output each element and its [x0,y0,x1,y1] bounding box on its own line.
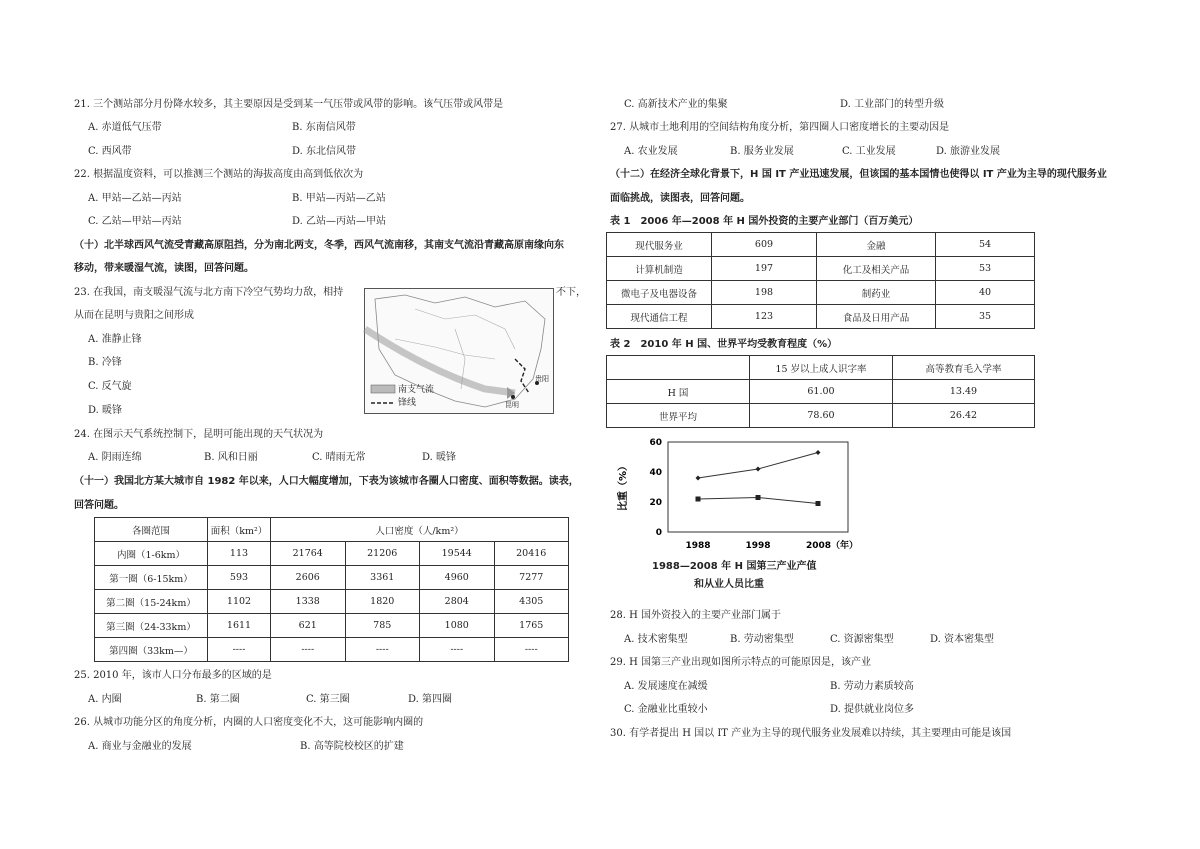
table-cell: 内圈（1-6km） [95,542,208,566]
q26-option-c: C. 高新技术产业的集聚 [624,99,728,110]
table-row [607,380,1035,404]
q23-option-d: D. 暖锋 [88,405,123,416]
table-cell: ---- [208,638,271,662]
chart-point [696,497,701,502]
section-11-line2: 回答问题。 [74,500,124,511]
q21-option-c: C. 西风带 [88,146,132,157]
table-cell: 计算机制造 [607,257,712,281]
map-legend-airflow: 南支气流 [398,385,435,395]
table-cell: 21206 [345,542,420,566]
table-cell: 26.42 [893,404,1035,428]
q21-option-d: D. 东北信风带 [292,146,357,157]
table-cell: 现代服务业 [607,233,712,257]
q22-option-c: C. 乙站—甲站—丙站 [88,216,182,227]
chart-plot-area [668,442,848,532]
table-cell: 2606 [271,566,346,590]
table-cell: 现代通信工程 [607,305,712,329]
table-cell: 19544 [420,542,495,566]
table-cell: 40 [936,281,1035,305]
map-outline-graphic [365,289,553,413]
table-cell: 197 [712,257,817,281]
table-cell: 世界平均 [607,404,750,428]
table-cell: 593 [208,566,271,590]
q28-option-d: D. 资本密集型 [930,634,995,645]
q27-option-d: D. 旅游业发展 [936,146,1001,157]
chart-title-line1: 1988—2008 年 H 国第三产业产值 [652,561,817,572]
table-cell: 3361 [345,566,420,590]
table-cell: 化工及相关产品 [817,257,936,281]
chart-x-tick-label: 2008（年） [805,541,859,551]
q28-text: 28. H 国外资投入的主要产业部门属于 [610,610,781,621]
table2-caption: 表 2 2010 年 H 国、世界平均受教育程度（%） [610,339,838,350]
q23-option-a: A. 准静止锋 [88,334,142,345]
table-row [95,638,569,662]
table-cell: 123 [712,305,817,329]
table-header-area: 面积（km²） [208,518,271,542]
table-cell: 1820 [345,590,420,614]
chart-y-tick-label: 40 [649,468,662,478]
q25-option-d: D. 第四圈 [408,694,453,705]
table-header-range: 各圈范围 [95,518,208,542]
table-cell: 13.49 [893,380,1035,404]
table-cell: 61.00 [750,380,893,404]
chart-point [696,476,701,481]
q27-option-a: A. 农业发展 [624,146,678,157]
q23-option-c: C. 反气旋 [88,381,132,392]
q24-option-a: A. 阴雨连绵 [88,452,142,463]
section-10-line1: （十）北半球西风气流受青藏高原阻挡，分为南北两支，冬季，西风气流南移，其南支气流沿青藏高原南缘向东 [74,240,564,251]
table-cell: 20416 [494,542,569,566]
population-density-table [94,517,569,662]
chart-point [816,450,821,455]
tertiary-industry-chart [616,436,859,592]
table-cell: ---- [420,638,495,662]
table-cell: 7277 [494,566,569,590]
map-legend-front: 锋线 [398,398,417,408]
q26-option-a: A. 商业与金融业的发展 [88,741,192,752]
q29-option-b: B. 劳动力素质较高 [830,681,914,692]
q29-text: 29. H 国第三产业出现如图所示特点的可能原因是，该产业 [610,657,871,668]
table1-caption: 表 1 2006 年—2008 年 H 国外投资的主要产业部门（百万美元） [610,216,919,227]
section-12-line1: （十二）在经济全球化背景下，H 国 IT 产业迅速发展，但该国的基本国情也使得以 IT 产业为主导的现代服务业 [610,169,1107,180]
chart-svg [616,436,859,554]
chart-point [756,495,761,500]
table-cell: ---- [271,638,346,662]
q25-option-a: A. 内圈 [88,694,122,705]
chart-point [756,467,761,472]
table-row [95,614,569,638]
map-label-kunming: 昆明 [505,401,519,409]
q28-option-c: C. 资源密集型 [830,634,894,645]
table-cell: 1765 [494,614,569,638]
table-cell: 食品及日用产品 [817,305,936,329]
q26-text: 26. 从城市功能分区的角度分析，内圈的人口密度变化不大，这可能影响内圈的 [74,717,424,728]
q28-option-b: B. 劳动密集型 [730,634,794,645]
table-cell: 第一圈（6-15km） [95,566,208,590]
table-cell: 1611 [208,614,271,638]
table-cell: 21764 [271,542,346,566]
table-cell: 制药业 [817,281,936,305]
chart-y-tick-label: 60 [649,438,662,448]
q29-option-d: D. 提供就业岗位多 [830,704,915,715]
q21-option-a: A. 赤道低气压带 [88,122,162,133]
table-row [95,542,569,566]
table-cell [607,356,750,380]
table-cell: 54 [936,233,1035,257]
table-row [607,281,1035,305]
table-row [607,305,1035,329]
q23-option-b: B. 冷锋 [88,357,122,368]
table-cell: 621 [271,614,346,638]
table-cell: 78.60 [750,404,893,428]
q25-option-b: B. 第二圈 [196,694,240,705]
q29-option-c: C. 金融业比重较小 [624,704,708,715]
table-row [95,566,569,590]
q25-option-c: C. 第三圈 [306,694,350,705]
chart-series-line-1 [698,453,818,479]
q23-text-a: 23. 在我国，南支暖湿气流与北方南下冷空气势均力敌，相持 [74,287,344,298]
map-figure [364,288,554,414]
table-cell: 609 [712,233,817,257]
table-cell: 785 [345,614,420,638]
q27-text: 27. 从城市土地利用的空间结构角度分析，第四圈人口密度增长的主要动因是 [610,122,950,133]
chart-x-tick-label: 1988 [685,541,711,551]
table-header-enrollment: 高等教育毛入学率 [893,356,1035,380]
table-cell: 35 [936,305,1035,329]
chart-y-axis-label: 比重（%） [618,460,629,512]
q24-option-d: D. 暖锋 [422,452,457,463]
map-label-guiyang: 贵阳 [535,375,549,383]
table-cell: 113 [208,542,271,566]
section-11-line1: （十一）我国北方某大城市自 1982 年以来，人口大幅度增加，下表为该城市各圈人口密度、面积等数据。读表， [74,476,579,487]
chart-title-line2: 和从业人员比重 [694,579,764,590]
table-header-literacy: 15 岁以上成人识字率 [750,356,893,380]
chart-y-tick-label: 0 [655,528,662,538]
table-cell: 第三圈（24-33km） [95,614,208,638]
q23-text-line2: 从而在昆明与贵阳之间形成 [74,310,194,321]
table-cell: 53 [936,257,1035,281]
chart-y-tick-label: 20 [649,498,662,508]
table-cell: 第二圈（15-24km） [95,590,208,614]
table-cell: 1102 [208,590,271,614]
table-row [607,233,1035,257]
section-12-line2: 面临挑战，读图表，回答问题。 [610,193,750,204]
table-cell: 4960 [420,566,495,590]
table-cell: 1338 [271,590,346,614]
table-cell: 4305 [494,590,569,614]
q21-text: 21. 三个测站部分月份降水较多，其主要原因是受到某一气压带或风带的影响。该气压带或风带是 [74,99,504,110]
q22-option-a: A. 甲站—乙站—丙站 [88,193,182,204]
table-cell: ---- [345,638,420,662]
investment-table [606,232,1035,329]
q22-option-d: D. 乙站—丙站—甲站 [292,216,387,227]
q22-option-b: B. 甲站—丙站—乙站 [292,193,386,204]
table-row [607,257,1035,281]
table-header-density: 人口密度（人/km²） [271,518,569,542]
table-cell: H 国 [607,380,750,404]
q22-text: 22. 根据温度资料，可以推测三个测站的海拔高度由高到低依次为 [74,169,364,180]
table-cell: 198 [712,281,817,305]
table-cell: 微电子及电器设备 [607,281,712,305]
section-10-line2: 移动，带来暖湿气流，读图，回答问题。 [74,263,254,274]
q26-option-b: B. 高等院校校区的扩建 [300,741,404,752]
q28-option-a: A. 技术密集型 [624,634,688,645]
chart-point [816,501,821,506]
table-cell: 第四圈（33km—） [95,638,208,662]
table-row [607,404,1035,428]
q21-option-b: B. 东南信风带 [292,122,356,133]
education-table [606,355,1035,428]
table-cell: ---- [494,638,569,662]
q27-option-b: B. 服务业发展 [730,146,794,157]
table-row [95,590,569,614]
q24-option-c: C. 晴雨无常 [312,452,366,463]
q24-option-b: B. 风和日丽 [204,452,258,463]
q30-text: 30. 有学者提出 H 国以 IT 产业为主导的现代服务业发展难以持续，其主要理由可能是该国 [610,728,1012,739]
q26-option-d: D. 工业部门的转型升级 [840,99,945,110]
table-cell: 1080 [420,614,495,638]
q27-option-c: C. 工业发展 [842,146,896,157]
q23-text-b: 不下， [556,287,586,298]
q24-text: 24. 在图示天气系统控制下，昆明可能出现的天气状况为 [74,429,324,440]
table-row [607,356,1035,380]
table-cell: 2804 [420,590,495,614]
q29-option-a: A. 发展速度在减缓 [624,681,708,692]
q25-text: 25. 2010 年，该市人口分布最多的区域的是 [74,670,272,681]
chart-x-tick-label: 1998 [745,541,771,551]
table-cell: 金融 [817,233,936,257]
